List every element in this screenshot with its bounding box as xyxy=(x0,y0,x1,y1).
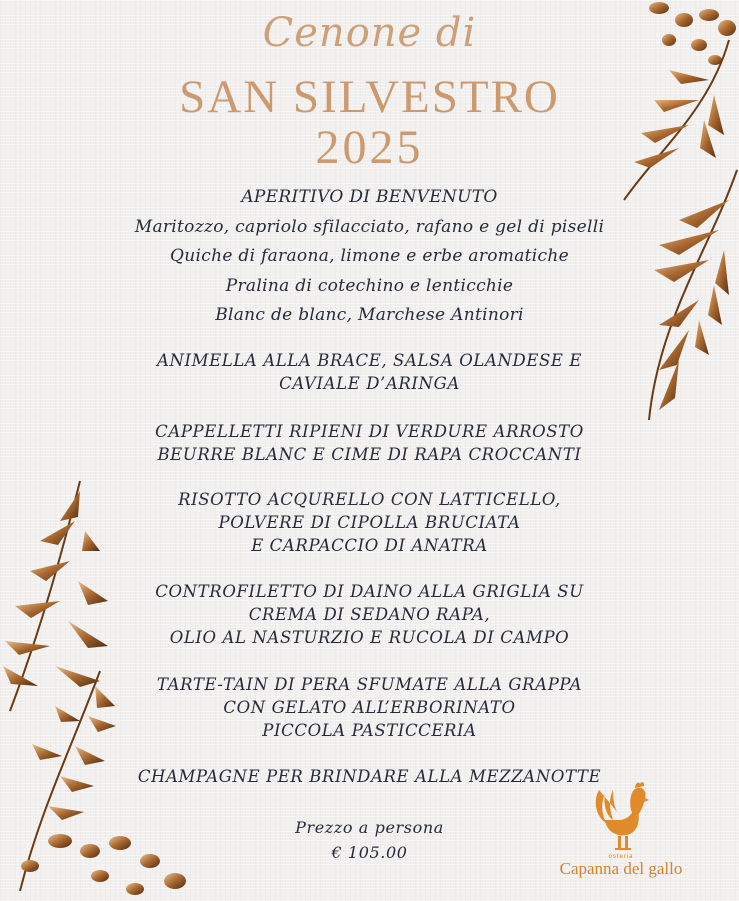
menu-line: Quiche di faraona, limone e erbe aromatiche xyxy=(170,246,569,266)
price-value: € 105.00 xyxy=(331,843,408,862)
script-title: Cenone di xyxy=(262,10,477,56)
menu-line: OLIO AL NASTURZIO E RUCOLA DI CAMPO xyxy=(169,628,570,647)
menu-line: E CARPACCIO DI ANATRA xyxy=(251,536,488,555)
menu-line: CONTROFILETTO DI DAINO ALLA GRIGLIA SU xyxy=(155,582,584,601)
menu-line: CREMA DI SEDANO RAPA, xyxy=(248,605,491,624)
menu-line: Blanc de blanc, Marchese Antinori xyxy=(215,305,524,325)
menu-line: APERITIVO DI BENVENUTO xyxy=(241,187,498,207)
logo-small-text: osteria xyxy=(608,854,634,860)
menu-line: ANIMELLA ALLA BRACE, SALSA OLANDESE E xyxy=(156,351,583,370)
restaurant-logo xyxy=(556,780,686,901)
menu-line: CON GELATO ALL’ERBORINATO xyxy=(223,698,516,717)
logo-name: Capanna del gallo xyxy=(559,859,683,878)
menu-line: Maritozzo, capriolo sfilacciato, rafano e gel di piselli xyxy=(134,216,605,237)
menu-line: RISOTTO ACQURELLO CON LATTICELLO, xyxy=(178,490,561,509)
menu-section-course-2 xyxy=(0,420,739,466)
menu-line: TARTE-TAIN DI PERA SFUMATE ALLA GRAPPA xyxy=(156,675,583,694)
menu-line: PICCOLA PASTICCERIA xyxy=(262,721,477,740)
menu-section-course-4 xyxy=(0,580,739,649)
menu-section-course-5 xyxy=(0,673,739,742)
page-title: SAN SILVESTRO xyxy=(179,71,560,123)
menu-line: CAVIALE D’ARINGA xyxy=(279,374,460,393)
price-label: Prezzo a persona xyxy=(295,818,444,837)
year-title: 2025 xyxy=(315,121,424,174)
menu-line: Pralina di cotechino e lenticchie xyxy=(225,275,514,296)
menu-line: CHAMPAGNE PER BRINDARE ALLA MEZZANOTTE xyxy=(137,767,602,786)
menu-line: CAPPELLETTI RIPIENI DI VERDURE ARROSTO xyxy=(155,422,584,441)
menu-line: POLVERE DI CIPOLLA BRUCIATA xyxy=(218,513,521,532)
menu-section-course-3 xyxy=(0,488,739,557)
menu-line: BEURRE BLANC E CIME DI RAPA CROCCANTI xyxy=(157,445,582,464)
rooster-logo-icon xyxy=(591,780,651,856)
menu-section-aperitivo xyxy=(0,183,739,331)
menu-section-course-1 xyxy=(0,349,739,395)
